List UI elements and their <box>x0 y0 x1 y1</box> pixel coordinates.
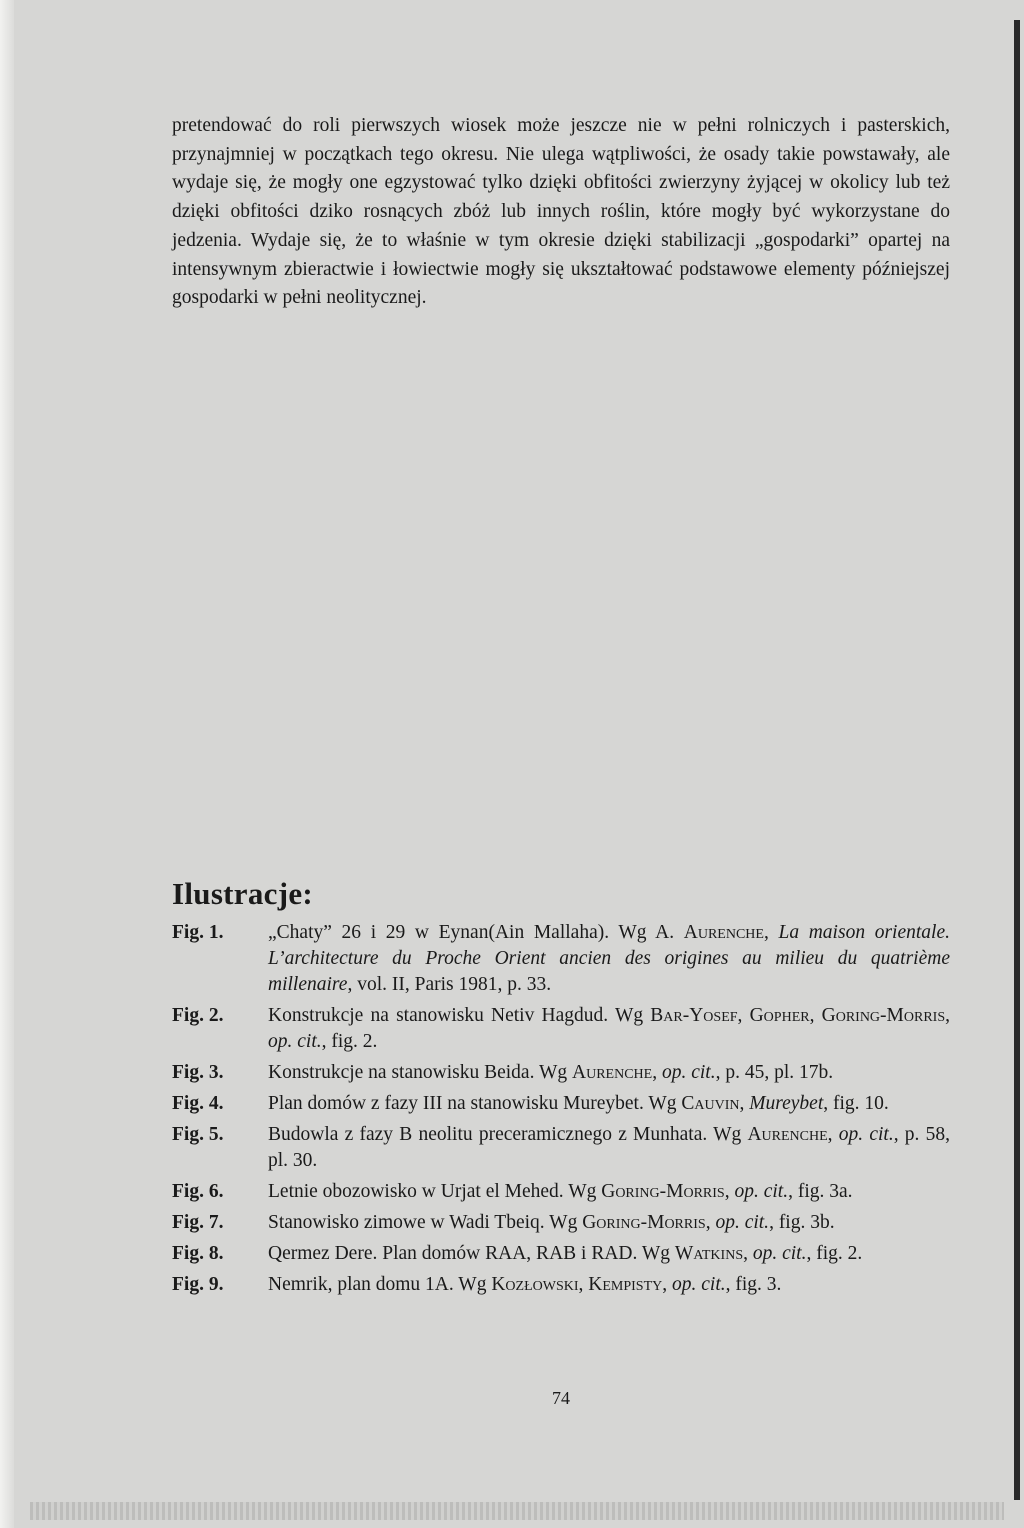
caption-separator: , <box>945 1005 950 1026</box>
page-edge-shadow <box>1014 20 1020 1500</box>
caption-title: La maison orientale. L’architecture du Proche Orient ancien des origines au milieu du quatrième millenaire <box>268 922 950 995</box>
figure-number: Fig. 1. <box>172 922 224 943</box>
figure-caption <box>172 1179 950 1205</box>
figure-caption <box>172 1091 950 1117</box>
figure-list <box>172 920 950 1303</box>
caption-reference: , fig. 10. <box>823 1093 889 1114</box>
caption-author: Aurenche <box>572 1062 653 1083</box>
caption-title: op. cit. <box>838 1124 894 1145</box>
caption-reference: , fig. 2. <box>806 1243 863 1264</box>
figure-number: Fig. 9. <box>172 1274 224 1295</box>
figure-number: Fig. 5. <box>172 1124 224 1145</box>
caption-text: Qermez Dere. Plan domów RAA, RAB i RAD. Wg <box>268 1243 675 1264</box>
caption-reference: , vol. II, Paris 1981, p. 33. <box>347 974 552 995</box>
figure-caption <box>172 1003 950 1055</box>
caption-reference: , fig. 3. <box>725 1274 782 1295</box>
caption-text: Stanowisko zimowe w Wadi Tbeiq. Wg <box>268 1212 583 1233</box>
caption-text: Konstrukcje na stanowisku Netiv Hagdud. Wg <box>268 1005 651 1026</box>
figure-number: Fig. 8. <box>172 1243 224 1264</box>
caption-text: Nemrik, plan domu 1A. Wg <box>268 1274 492 1295</box>
caption-author: Goring-Morris <box>601 1181 725 1202</box>
paragraph: pretendować do roli pierwszych wiosek może jeszcze nie w pełni rolniczych i pasterskich, przynajmniej w początkach tego okresu. Nie ulega wątpliwości, że osady takie powstawały, ale wydaje się, że mogły one egzystować tylko dzięki obfitości zwierzyny żyjącej w okolicy lub też dzięki obfitości dziko rosnących zbóż lub innych roślin, które mogły być wykorzystane do jedzenia. Wydaje się, że to właśnie w tym okresie dzięki stabilizacji „gospodarki” opartej na intensywnym zbieractwie i łowiectwie mogły się ukształtować podstawowe elementy późniejszej gospodarki w pełni neolitycznej. <box>172 115 950 309</box>
figure-caption <box>172 920 950 998</box>
caption-text: Letnie obozowisko w Urjat el Mehed. Wg <box>268 1181 602 1202</box>
scan-border-strip <box>30 1502 1004 1520</box>
figure-number: Fig. 4. <box>172 1093 224 1114</box>
illustrations-heading: Ilustracje: <box>172 876 314 911</box>
figure-caption <box>172 1122 950 1174</box>
caption-author: Bar-Yosef, Gopher, Goring-Morris <box>650 1005 946 1026</box>
body-text <box>172 112 950 313</box>
caption-reference: , p. 45, pl. 17b. <box>715 1062 834 1083</box>
caption-reference: , fig. 3b. <box>769 1212 835 1233</box>
figure-caption <box>172 1272 950 1298</box>
caption-title: op. cit. <box>752 1243 807 1264</box>
caption-text: Plan domów z fazy III na stanowisku Mureybet. Wg <box>268 1093 682 1114</box>
caption-reference: , p. 58, pl. 30. <box>268 1124 951 1171</box>
caption-separator: , <box>739 1093 750 1114</box>
caption-author: Watkins <box>674 1243 744 1264</box>
figure-number: Fig. 7. <box>172 1212 224 1233</box>
caption-separator: , <box>724 1181 735 1202</box>
caption-author: Aurenche <box>683 922 764 943</box>
caption-text: „Chaty” 26 i 29 w Eynan(Ain Mallaha). Wg A. <box>268 922 684 943</box>
caption-title: op. cit. <box>661 1062 716 1083</box>
caption-title: Mureybet <box>749 1093 824 1114</box>
figure-caption <box>172 1241 950 1267</box>
caption-author: Kozłowski, Kempisty <box>491 1274 663 1295</box>
caption-separator: , <box>827 1124 839 1145</box>
caption-reference: , fig. 3a. <box>788 1181 853 1202</box>
caption-author: Cauvin <box>681 1093 740 1114</box>
caption-title: op. cit. <box>715 1212 770 1233</box>
caption-text: Konstrukcje na stanowisku Beida. Wg <box>268 1062 573 1083</box>
caption-author: Goring-Morris <box>582 1212 706 1233</box>
caption-title: op. cit. <box>672 1274 726 1295</box>
caption-separator: , <box>662 1274 672 1295</box>
figure-caption <box>172 1060 950 1086</box>
caption-separator: , <box>763 922 779 943</box>
figure-number: Fig. 6. <box>172 1181 224 1202</box>
caption-separator: , <box>743 1243 753 1264</box>
figure-number: Fig. 3. <box>172 1062 224 1083</box>
page-number: 74 <box>552 1388 570 1408</box>
caption-separator: , <box>705 1212 716 1233</box>
caption-separator: , <box>652 1062 662 1083</box>
figure-number: Fig. 2. <box>172 1005 224 1026</box>
caption-text: Budowla z fazy B neolitu preceramicznego z Munhata. Wg <box>268 1124 748 1145</box>
caption-author: Aurenche <box>747 1124 828 1145</box>
figure-caption <box>172 1210 950 1236</box>
caption-reference: , fig. 2. <box>321 1031 378 1052</box>
caption-title: op. cit. <box>734 1181 789 1202</box>
caption-title: op. cit. <box>268 1031 322 1052</box>
